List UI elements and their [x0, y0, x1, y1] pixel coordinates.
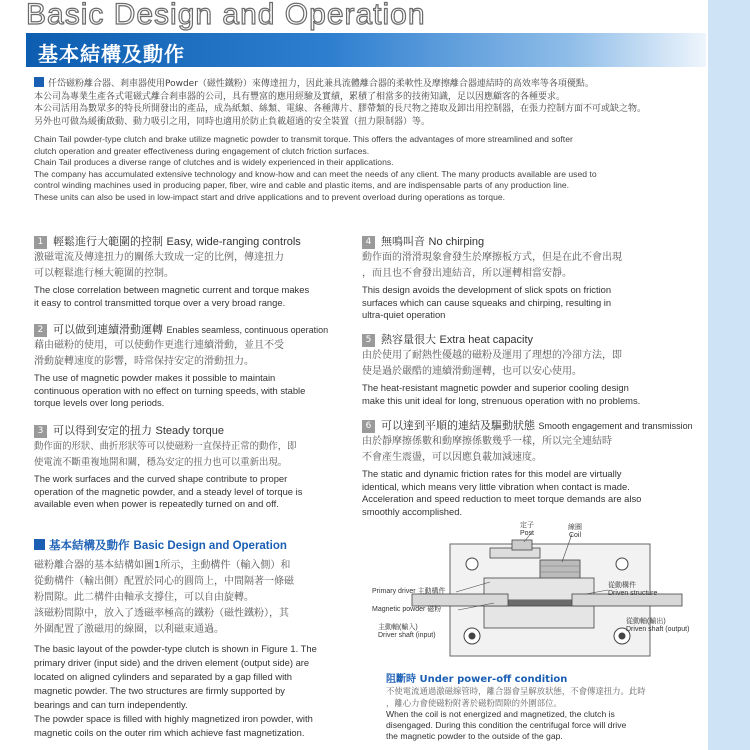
design-en-line: magnetic powder. The two structures are firmly supported by [34, 685, 285, 696]
feature-en-line: torque levels over long periods. [34, 397, 165, 409]
feature-zh-line: 動作面的形狀、曲折形狀等可以使磁粉一直保持正常的動作，即 [34, 441, 297, 452]
feature-en-line: surfaces which can cause squeaks and chirping, resulting in [362, 296, 612, 308]
feature-6 [362, 418, 693, 518]
feature-title-zh: 輕鬆進行大範圍的控制 [53, 235, 163, 248]
feature-title-en: Smooth engagement and transmission [538, 421, 693, 431]
design-zh-line: 該磁粉間隙中，放入了透磁率極高的鐵粉（磁性鐵粉），其 [34, 608, 289, 619]
intro-en-line: Chain Tail produces a diverse range of clutches and is widely experienced in their applications. [34, 157, 394, 167]
design-en-line: located on aligned cylinders and separated by a gap filled with [34, 671, 292, 682]
feature-title-en: Easy, wide-ranging controls [166, 236, 301, 248]
intro-zh-line: 另外也可做為緩衝啟動、動力吸引之用，同時也適用於防止負載超過的安全裝置（扭力限制器）等。 [34, 116, 431, 127]
clutch-cross-section-diagram [372, 520, 702, 670]
feature-en-line: operation of the magnetic powder, and a steady level of torque is [34, 485, 303, 497]
feature-zh-line: 由於使用了耐熱性優越的磁粉及運用了理想的冷卻方法，即 [362, 350, 622, 361]
intro-section [34, 77, 696, 203]
power-off-zh-line: ，離心力會使磁粉附著於磁粉間隙的外圍部位。 [386, 698, 562, 708]
bullet-square-icon [34, 77, 44, 87]
feature-3 [34, 423, 302, 511]
feature-en-line: The close correlation between magnetic current and torque makes [34, 284, 310, 295]
intro-zh-line: 仟岱磁粉離合器、剎車器使用Powder（磁性鐵粉）來傳達扭力，因此兼具流體離合器的柔軟性及摩擦離合器連結時的高效率等各項優點。 [34, 77, 696, 91]
feature-en-line: The work surfaces and the curved shape contribute to proper [34, 473, 288, 484]
feature-en-line: The use of magnetic powder makes it possible to maintain [34, 372, 276, 383]
feature-title-zh: 可以得到安定的扭力 [53, 424, 152, 437]
intro-en-line: Chain Tail powder-type clutch and brake utilize magnetic powder to transmit torque. This offers the advantages of more streamlined and softer [34, 134, 573, 144]
intro-en-line: The company has accumulated extensive technology and know-how and can meet the needs of any client. The many products available are used to [34, 168, 597, 179]
power-off-en-line: the magnetic powder to the outside of the gap. [386, 731, 563, 741]
feature-en-line: continuous operation with no effect on turning speeds, with stable [34, 384, 306, 396]
power-off-heading: 阻斷時 Under power-off condition [386, 674, 568, 685]
feature-number-badge: 1 [34, 236, 47, 249]
feature-title-zh: 無鳴叫音 [381, 235, 425, 248]
design-en-line: bearings and can turn independently. [34, 699, 188, 710]
feature-zh-line: 由於靜摩擦係數和動摩擦係數幾乎一樣，所以完全連結時 [362, 436, 612, 447]
intro-en-line: These units can also be used in low-impact start and drive applications and to prevent overload during operations as torque. [34, 191, 506, 202]
title-band [26, 33, 706, 67]
design-en-line: The powder space is filled with highly magnetized iron powder, with [34, 713, 313, 724]
power-off-zh-line: 不使電流通過激磁線管時，離合器會呈解放狀態，不會傳達扭力。此時 [386, 686, 646, 696]
feature-en-line: identical, which means very little vibration when contact is made. [362, 480, 630, 492]
intro-zh-line: 本公司活用為數眾多的特長所開發出的產品，成為紙類、絲類、電線、各種薄片、膠帶類的長尺物之捲取及卸出用控制器，在張力控制方面不可或缺之物。 [34, 104, 647, 114]
page-edge-band [708, 0, 750, 750]
page-title: Basic Design and Operation [26, 0, 426, 31]
feature-en-line: smoothly accomplished. [362, 505, 463, 517]
feature-title-en: Enables seamless, continuous operation [166, 325, 329, 335]
feature-en-line: The static and dynamic friction rates for this model are virtually [362, 468, 622, 479]
feature-title-en: Extra heat capacity [439, 334, 534, 346]
diagram-label-primary-driver: Primary driver 主動構件 [372, 588, 446, 595]
diagram-label-driven-shaft: 從動軸(輸出) Driven shaft (output) [626, 618, 690, 633]
feature-5 [362, 332, 640, 407]
feature-en-line: available even when power is repeatedly turned on and off. [34, 498, 279, 510]
feature-zh-line: 使是過於嚴酷的連續滑動運轉，也可以安心使用。 [362, 365, 582, 377]
intro-en-line: control winding machines used in producing paper, fiber, wire and cable and plastic items, and are indispensable parts of any production line. [34, 180, 570, 190]
feature-zh-line: 滑動旋轉速度的影響，時常保持安定的滑動扭力。 [34, 355, 254, 367]
feature-zh-line: 可以輕鬆進行極大範圍的控制。 [34, 267, 174, 279]
power-off-section [386, 670, 704, 742]
feature-2 [34, 322, 328, 410]
design-zh-line: 外圍配置了激磁用的線圈，以利磁束通過。 [34, 624, 224, 635]
feature-title-zh: 熱容量很大 [381, 333, 436, 346]
feature-zh-line: 動作面的滑滑現象會發生於摩擦板方式，但是在此不會出現 [362, 252, 622, 263]
feature-number-badge: 5 [362, 334, 375, 347]
feature-title-en: Steady torque [155, 425, 224, 437]
design-section-body [34, 558, 364, 740]
feature-zh-line: 不會產生震盪，可以因應負載加減速度。 [362, 451, 542, 463]
diagram-label-magnetic-powder: Magnetic powder 磁粉 [372, 606, 442, 613]
design-zh-line: 磁粉離合器的基本結構如圖1所示，主動構件（輸入側）和 [34, 560, 291, 571]
feature-number-badge: 4 [362, 236, 375, 249]
design-zh-line: 從動構件（輸出側）配置於同心的圓筒上，中間隔著一條磁 [34, 576, 294, 587]
feature-title-zh: 可以做到連續滑動運轉 [53, 323, 163, 336]
feature-zh-line: 使電流不斷重複地開和關，穩為安定的扭力也可以重新出現。 [34, 456, 288, 468]
feature-en-line: make this unit ideal for long, strenuous operation with no problems. [362, 394, 641, 406]
intro-en-line: clutch operation and greater effectiveness during engagement of clutch friction surfaces. [34, 145, 370, 156]
feature-zh-line: ，而且也不會發出連結音，所以運轉相當安靜。 [362, 267, 572, 279]
power-off-en-line: When the coil is not energized and magnetized, the clutch is [386, 709, 615, 719]
diagram-label-driven-structure: 從動構件 Driven structure [608, 582, 658, 597]
diagram-label-driver-shaft: 主動軸(輸入) Driver shaft (input) [378, 624, 436, 639]
diagram-label-coil: 線圈 Coil [568, 524, 582, 539]
feature-title-en: No chirping [428, 236, 485, 248]
feature-1 [34, 234, 309, 309]
feature-en-line: ultra-quiet operation [362, 309, 446, 321]
design-en-line: primary driver (input side) and the driven element (output side) are [34, 657, 310, 668]
intro-zh-line: 本公司為專業生產各式電磁式離合剎車器的公司，具有豐富的應用經驗及實績，累積了相當多的技術知識，足以因應顧客的各種要求。 [34, 91, 566, 102]
feature-number-badge: 2 [34, 324, 47, 337]
design-zh-line: 粉間隙。此二構件由軸承支撐住，可以自由旋轉。 [34, 592, 254, 603]
feature-number-badge: 3 [34, 425, 47, 438]
bullet-square-icon [34, 539, 45, 550]
design-section-heading: 基本結構及動作 Basic Design and Operation [34, 537, 287, 553]
feature-title-zh: 可以達到平順的連結及驅動狀態 [381, 419, 535, 432]
feature-number-badge: 6 [362, 420, 375, 433]
page-title-zh: 基本結構及動作 [38, 42, 185, 66]
power-off-en-line: disengaged. During this condition the centrifugal force will drive [386, 720, 627, 730]
feature-zh-line: 激磁電流及傳達扭力的關係大致成一定的比例，傳達扭力 [34, 252, 284, 263]
diagram-label-post: 定子 Post [520, 522, 535, 537]
feature-en-line: The heat-resistant magnetic powder and superior cooling design [362, 382, 629, 393]
feature-en-line: Acceleration and speed reduction to meet torque demands are also [362, 493, 642, 505]
feature-zh-line: 藉由磁粉的使用，可以使動作更進行連續滑動，並且不受 [34, 340, 284, 351]
feature-en-line: it easy to control transmitted torque over a very broad range. [34, 296, 286, 308]
design-en-line: magnetic coils on the outer rim which achieve fast magnetization. [34, 727, 305, 738]
feature-en-line: This design avoids the development of slick spots on friction [362, 284, 612, 295]
design-en-line: The basic layout of the powder-type clutch is shown in Figure 1. The [34, 643, 317, 654]
feature-4 [362, 234, 622, 322]
